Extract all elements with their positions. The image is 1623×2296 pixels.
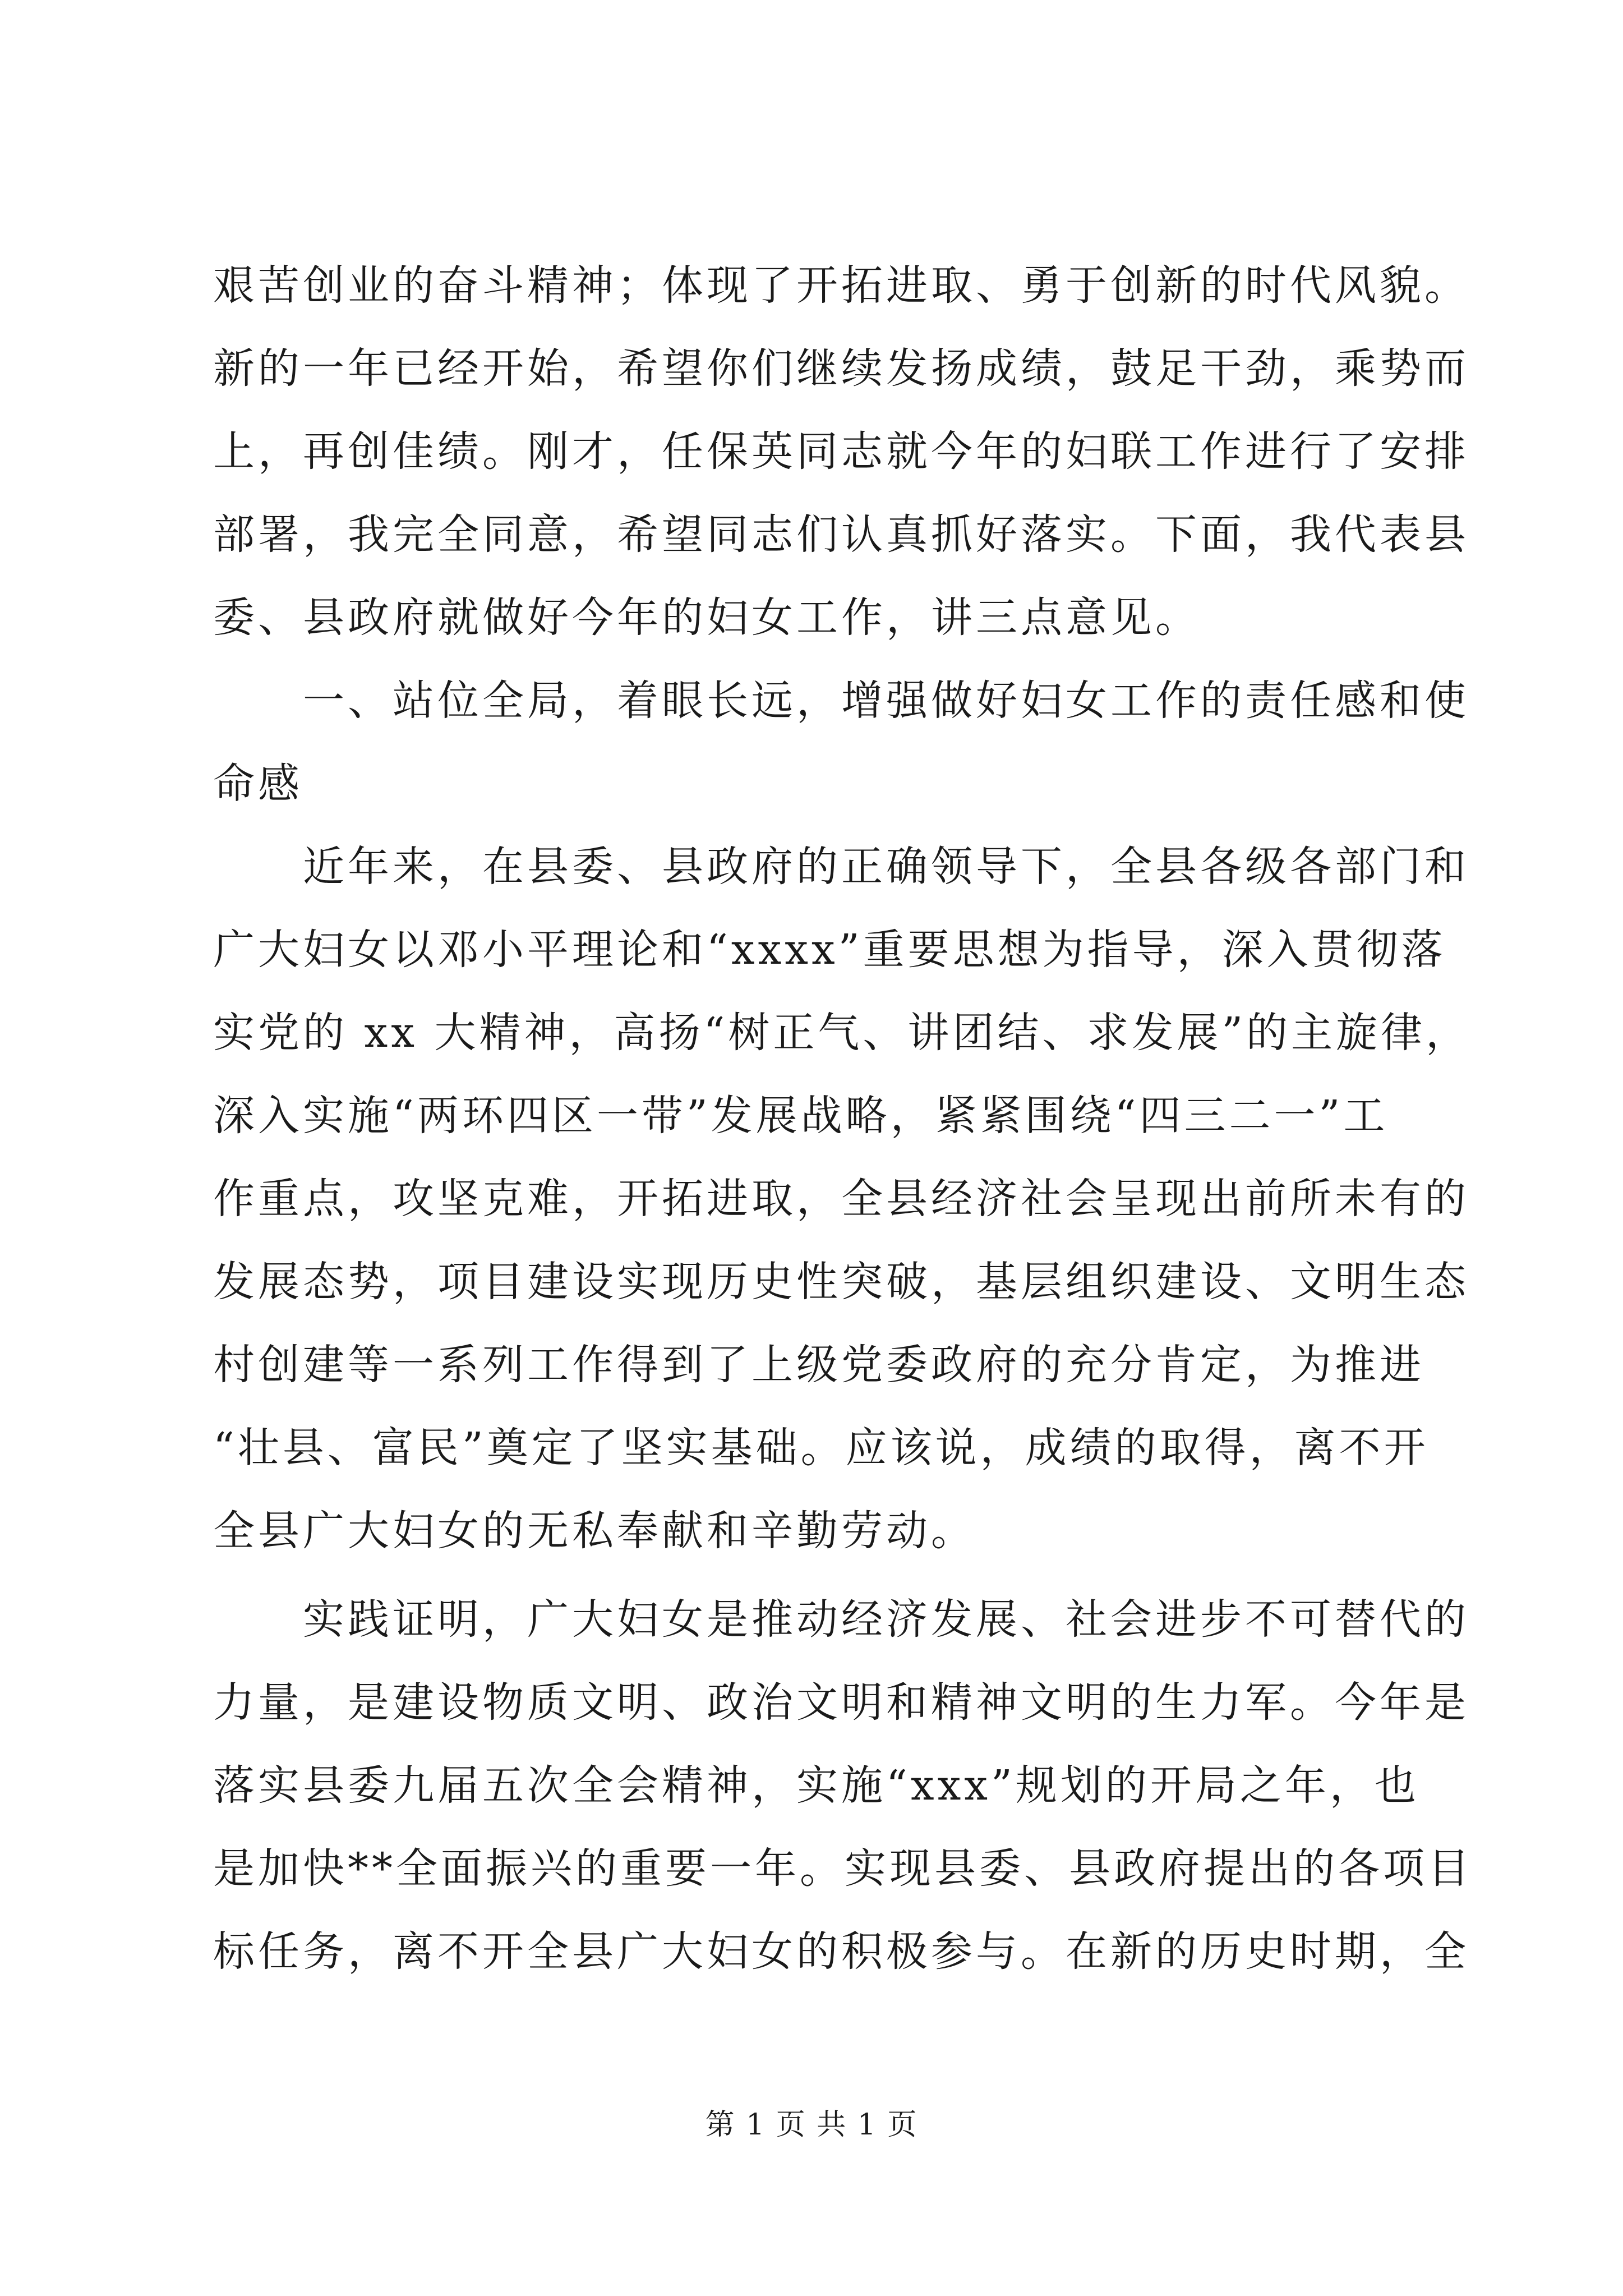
- page-number-footer: 第 1 页 共 1 页: [705, 2108, 918, 2142]
- text-line: 实践证明，广大妇女是推动经济发展、社会进步不可替代的: [303, 1595, 1469, 1644]
- text-line: 是加快**全面振兴的重要一年。实现县委、县政府提出的各项目: [213, 1844, 1473, 1893]
- text-line: 近年来，在县委、县政府的正确领导下，全县各级各部门和: [303, 843, 1469, 891]
- text-line: 新的一年已经开始，希望你们继续发扬成绩，鼓足干劲，乘势而: [213, 344, 1469, 393]
- section-heading-line: 一、站位全局，着眼长远，增强做好妇女工作的责任感和使: [303, 677, 1469, 725]
- text-line: 上，再创佳绩。刚才，任保英同志就今年的妇联工作进行了安排: [213, 427, 1469, 476]
- text-line: 深入实施“两环四区一带”发展战略，紧紧围绕“四三二一”工: [213, 1092, 1389, 1140]
- text-line: 发展态势，项目建设实现历史性突破，基层组织建设、文明生态: [213, 1258, 1469, 1306]
- text-line: 艰苦创业的奋斗精神；体现了开拓进取、勇于创新的时代风貌。: [213, 261, 1469, 310]
- text-line: 作重点，攻坚克难，开拓进取，全县经济社会呈现出前所未有的: [213, 1175, 1469, 1223]
- text-line: 落实县委九届五次全会精神，实施“xxx”规划的开局之年，也: [213, 1761, 1419, 1810]
- section-heading-line: 命感: [213, 760, 303, 808]
- text-line: “壮县、富民”奠定了坚实基础。应该说，成绩的取得，离不开: [213, 1424, 1429, 1472]
- text-line: 部署，我完全同意，希望同志们认真抓好落实。下面，我代表县: [213, 510, 1469, 559]
- text-line: 力量，是建设物质文明、政治文明和精神文明的生力军。今年是: [213, 1678, 1469, 1727]
- text-line: 全县广大妇女的无私奉献和辛勤劳动。: [213, 1507, 976, 1555]
- text-line: 标任务，离不开全县广大妇女的积极参与。在新的历史时期，全: [213, 1927, 1469, 1976]
- text-line: 村创建等一系列工作得到了上级党委政府的充分肯定，为推进: [213, 1341, 1424, 1389]
- text-line: 广大妇女以邓小平理论和“xxxx”重要思想为指导，深入贯彻落: [213, 926, 1446, 974]
- text-line: 实党的 xx 大精神，高扬“树正气、讲团结、求发展”的主旋律，: [213, 1009, 1471, 1057]
- text-line: 委、县政府就做好今年的妇女工作，讲三点意见。: [213, 593, 1200, 642]
